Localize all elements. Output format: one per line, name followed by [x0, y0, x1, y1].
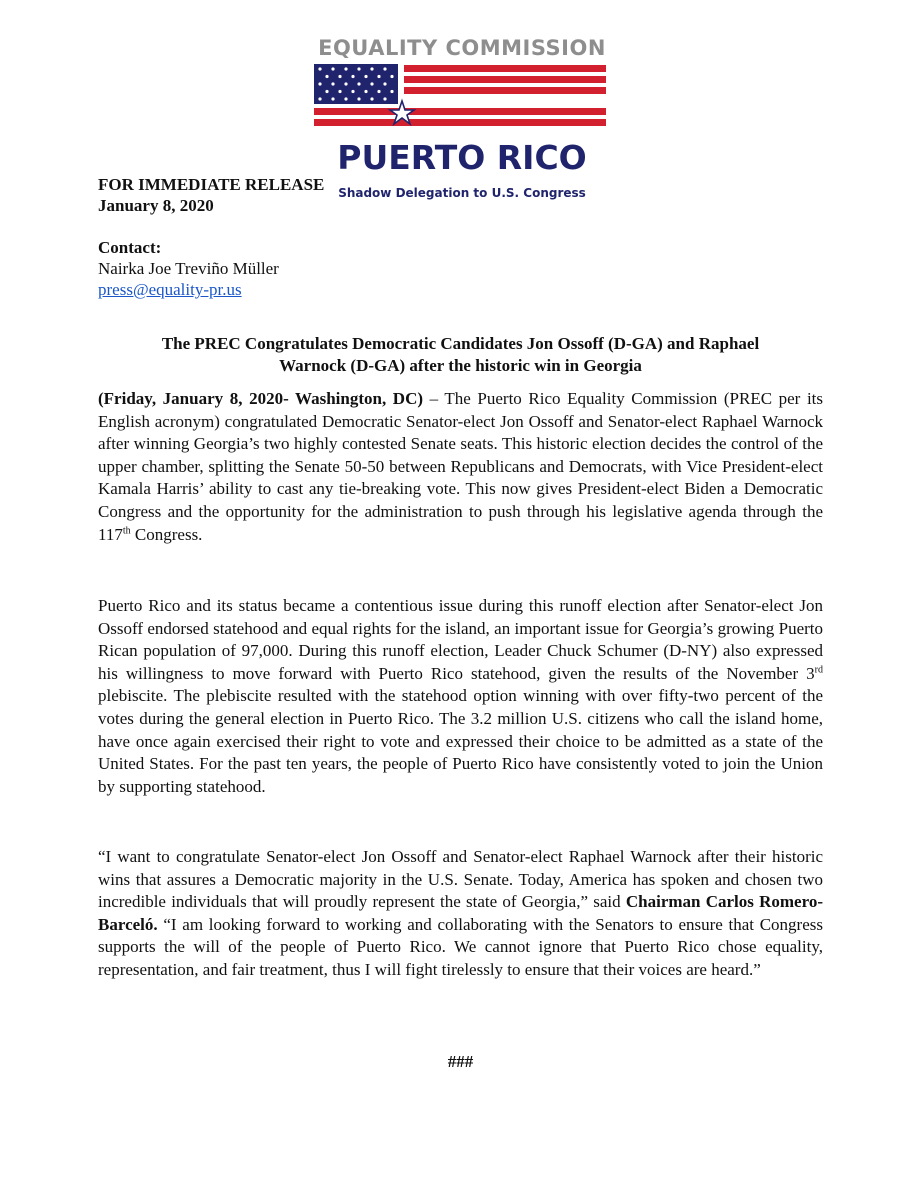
- release-info: [98, 174, 324, 216]
- flag-star-icon: [390, 75, 393, 78]
- flag-star-icon: [331, 82, 334, 85]
- flag-star-icon: [351, 90, 354, 93]
- flag-star-icon: [370, 97, 373, 100]
- flag-star-icon: [377, 75, 380, 78]
- end-mark: ###: [447, 1052, 474, 1071]
- flag-star-icon: [383, 82, 386, 85]
- flag-star-icon: [344, 97, 347, 100]
- logo: [314, 36, 610, 200]
- flag-star-icon: [325, 90, 328, 93]
- flag-star-icon: [357, 97, 360, 100]
- flag-star-icon: [357, 67, 360, 70]
- flag-star-icon: [370, 82, 373, 85]
- paragraph-3-text-b: “I am looking forward to working and collaborating with the Senators to ensure that Congress supports the will of the people of Puerto Rico. We cannot ignore that Puerto Rico chose equality, representation, and fair treatment, thus I will fight tirelessly to ensure that their voices are heard.”: [98, 914, 823, 979]
- release-label: FOR IMMEDIATE RELEASE: [98, 175, 325, 194]
- paragraph-1: [98, 388, 823, 546]
- paragraph-1-text: – The Puerto Rico Equality Commission (PREC per its English acronym) congratulated Democratic Senator-elect Jon Ossoff and Senator-elect Raphael Warnock after winning Georgia’s two highly contested Senate seats. This historic election decides the control of the upper chamber, splitting the Senate 50-50 between Republicans and Democrats, with Vice President-elect Kamala Harris’ ability to cast any tie-breaking vote. This now gives President-elect Biden a Democratic Congress and the opportunity for the administration to push through his legislative agenda through the 117: [98, 389, 824, 544]
- flag-star-icon: [331, 97, 334, 100]
- flag-star-icon: [357, 82, 360, 85]
- flag-star-icon: [344, 67, 347, 70]
- flag-star-icon: [364, 90, 367, 93]
- flag-star-icon: [364, 75, 367, 78]
- paragraph-2-text-b: plebiscite. The plebiscite resulted with the statehood option winning with over fifty-two percent of the votes during the general election in Puerto Rico. The 3.2 million U.S. citizens who call the island home, have once again exercised their right to vote and expressed their choice to be admitted as a state of the United States. For the past ten years, the people of Puerto Rico have consistently voted to join the Union by supporting statehood.: [98, 686, 823, 796]
- logo-subtitle: Shadow Delegation to U.S. Congress: [338, 186, 586, 200]
- contact-email-link[interactable]: press@equality-pr.us: [98, 280, 242, 299]
- ordinal-suffix: rd: [814, 664, 823, 676]
- headline-line-1: The PREC Congratulates Democratic Candidates Jon Ossoff (D-GA) and Raphael: [161, 334, 760, 353]
- flag-star-icon: [344, 82, 347, 85]
- flag-star-icon: [383, 67, 386, 70]
- flag-icon: [314, 64, 606, 138]
- paragraph-3-text-a: “I want to congratulate Senator-elect Jon Ossoff and Senator-elect Raphael Warnock after their historic wins that assures a Democratic majority in the U.S. Senate. Today, America has spoken and chosen two incredible individuals that will proudly represent the state of Georgia,” said: [98, 847, 823, 912]
- headline-line-2: Warnock (D-GA) after the historic win in Georgia: [279, 356, 642, 375]
- paragraph-3: [98, 846, 823, 982]
- flag-star-icon: [318, 82, 321, 85]
- flag-star-icon: [318, 97, 321, 100]
- dateline: (Friday, January 8, 2020- Washington, DC): [98, 389, 424, 408]
- logo-top-text: EQUALITY COMMISSION: [318, 36, 606, 60]
- paragraph-2: [98, 595, 823, 798]
- paragraph-2-text-a: Puerto Rico and its status became a contentious issue during this runoff election after Senator-elect Jon Ossoff endorsed statehood and equal rights for the island, an important issue for Georgia’s growing Puerto Rican population of 97,000. During this runoff election, Leader Chuck Schumer (D-NY) also expressed his willingness to move forward with Puerto Rico statehood, given the results of the November 3: [98, 596, 823, 683]
- flag-star-icon: [351, 75, 354, 78]
- contact-info: [98, 237, 279, 300]
- flag-star-icon: [377, 90, 380, 93]
- flag-star-icon: [325, 75, 328, 78]
- paragraph-1-end: Congress.: [130, 524, 203, 544]
- flag-star-icon: [338, 75, 341, 78]
- ordinal-suffix: th: [122, 524, 131, 536]
- contact-name: Nairka Joe Treviño Müller: [98, 259, 279, 278]
- flag-star-icon: [318, 67, 321, 70]
- headline: [98, 333, 823, 377]
- contact-label: Contact:: [98, 238, 162, 257]
- flag-star-icon: [331, 67, 334, 70]
- flag-star-icon: [383, 97, 386, 100]
- flag-star-icon: [338, 90, 341, 93]
- flag-star-icon: [370, 67, 373, 70]
- release-date: January 8, 2020: [98, 196, 214, 215]
- logo-main-text: PUERTO RICO: [337, 138, 587, 177]
- flag-star-icon: [390, 90, 393, 93]
- chairman-name: Chairman Carlos Romero-Barceló.: [98, 892, 823, 934]
